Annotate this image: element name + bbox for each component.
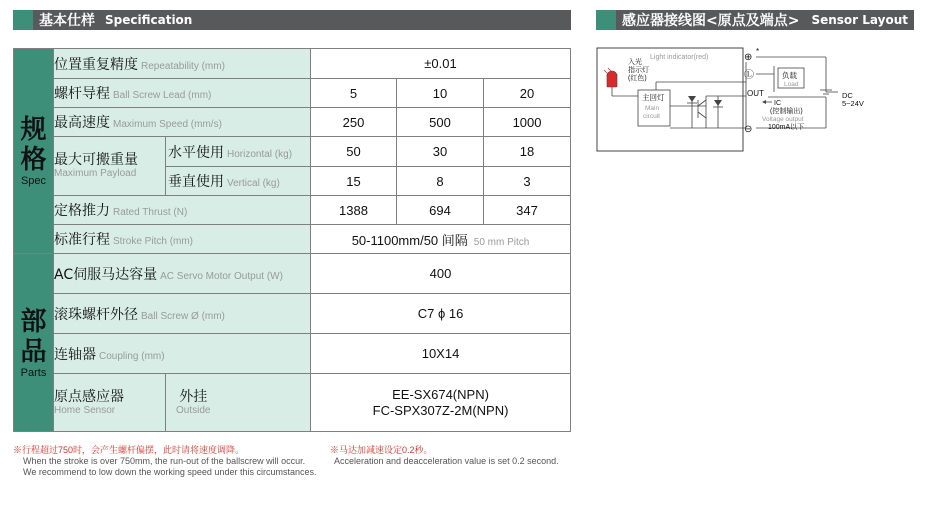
header-accent-bar bbox=[13, 10, 33, 30]
load-label-en: Load bbox=[784, 81, 799, 88]
label-en: Vertical (kg) bbox=[227, 178, 280, 189]
table-row bbox=[14, 137, 571, 167]
spec-category-zh: 规格 bbox=[20, 115, 47, 175]
label-en: Stroke Pitch (mm) bbox=[113, 236, 194, 247]
label-en: Rated Thrust (N) bbox=[113, 207, 188, 218]
dc-range-label: 5~24V bbox=[842, 99, 864, 108]
motor-label bbox=[54, 254, 311, 294]
stroke-note bbox=[13, 445, 316, 478]
payload-vertical-label bbox=[166, 167, 311, 196]
payload-vertical-value: 15 bbox=[311, 167, 397, 196]
label-en: Outside bbox=[176, 404, 211, 416]
table-row bbox=[14, 49, 571, 79]
plus-terminal-icon: ⊕ bbox=[744, 52, 753, 63]
speed-value: 1000 bbox=[484, 108, 571, 137]
label-zh: 位置重复精度 bbox=[54, 56, 138, 73]
label-en: Maximum Speed (mm/s) bbox=[113, 119, 222, 130]
accel-note-zh: ※马达加减速设定0.2秒。 bbox=[330, 445, 433, 455]
spec-header-zh: 基本仕样 bbox=[39, 13, 95, 29]
incident-label-zh-1: 入光 bbox=[628, 59, 642, 66]
label-en: AC Servo Motor Output (W) bbox=[160, 270, 283, 282]
table-row bbox=[14, 108, 571, 137]
stroke-label bbox=[54, 225, 311, 254]
home-sensor-model-2: FC-SPX307Z-2M(NPN) bbox=[372, 402, 509, 418]
main-circuit-en-2: circuit bbox=[643, 113, 660, 120]
home-sensor-model-1: EE-SX674(NPN) bbox=[392, 386, 489, 402]
stroke-note-en-2: We recommend to low down the working speed under this circumstances. bbox=[23, 467, 317, 477]
thrust-value: 1388 bbox=[311, 196, 397, 225]
label-en: Ball Screw Lead (mm) bbox=[113, 90, 212, 101]
stroke-value bbox=[311, 225, 571, 254]
incident-label-zh-2: 指示灯 bbox=[628, 67, 649, 74]
label-zh: 标准行程 bbox=[54, 232, 110, 248]
sensor-wiring-diagram bbox=[596, 44, 886, 156]
label-zh: 水平使用 bbox=[168, 144, 224, 161]
red-led-icon bbox=[604, 68, 617, 87]
header-accent-bar bbox=[596, 10, 616, 30]
label-zh: 最大可搬重量 bbox=[54, 152, 138, 168]
spec-category bbox=[14, 49, 54, 254]
stroke-note-en-1: When the stroke is over 750mm, the run-out of the ballscrew will occur. bbox=[23, 456, 306, 466]
lead-value: 5 bbox=[311, 79, 397, 108]
speed-label bbox=[54, 108, 311, 137]
motor-value: 400 bbox=[311, 254, 571, 294]
repeatability-value: ±0.01 bbox=[311, 49, 571, 79]
load-label-zh: 负载 bbox=[782, 71, 797, 80]
sensor-header bbox=[596, 10, 914, 30]
label-zh: 连轴器 bbox=[54, 346, 96, 363]
control-output-zh: (控制输出) bbox=[770, 108, 803, 115]
home-sensor-label bbox=[54, 374, 166, 432]
dc-label: DC bbox=[842, 91, 853, 100]
spec-table bbox=[13, 48, 571, 432]
ic-label: IC bbox=[774, 100, 781, 107]
screw-dia-value: C7 ϕ 16 bbox=[311, 294, 571, 334]
label-zh: 滚珠螺杆外径 bbox=[54, 306, 138, 323]
label-zh: 最高速度 bbox=[54, 115, 110, 131]
minus-terminal-icon: ⊖ bbox=[744, 124, 753, 135]
label-zh: 垂直使用 bbox=[168, 174, 224, 190]
lead-value: 10 bbox=[397, 79, 484, 108]
label-en: Repeatability (mm) bbox=[141, 60, 225, 72]
payload-vertical-value: 3 bbox=[484, 167, 571, 196]
parts-category bbox=[14, 254, 54, 432]
home-sensor-value bbox=[311, 374, 571, 432]
parts-category-en: Parts bbox=[20, 366, 47, 379]
arrow-icon bbox=[762, 100, 772, 104]
spec-header-en: Specification bbox=[105, 13, 193, 27]
payload-horizontal-value: 30 bbox=[397, 137, 484, 167]
voltage-output-en: Voltage output bbox=[762, 116, 804, 123]
spec-header bbox=[13, 10, 571, 30]
table-row bbox=[14, 79, 571, 108]
label-en: Ball Screw Ø (mm) bbox=[141, 310, 225, 322]
payload-label bbox=[54, 137, 166, 196]
current-limit-label: 100mA以下 bbox=[768, 124, 805, 131]
label-zh: 螺杆导程 bbox=[54, 86, 110, 102]
transistor-icon bbox=[698, 100, 706, 118]
incident-label-zh-3: (红色) bbox=[628, 75, 647, 82]
repeatability-label bbox=[54, 49, 311, 79]
sensor-header-zh: 感应器接线图<原点及端点> bbox=[622, 13, 800, 29]
spec-category-en: Spec bbox=[20, 175, 47, 187]
label-zh: 定格推力 bbox=[54, 203, 110, 219]
thrust-value: 347 bbox=[484, 196, 571, 225]
label-zh: 原点感应器 bbox=[54, 388, 124, 405]
label-zh: AC伺服马达容量 bbox=[54, 266, 158, 283]
payload-horizontal-value: 50 bbox=[311, 137, 397, 167]
lead-label bbox=[54, 79, 311, 108]
screw-dia-label bbox=[54, 294, 311, 334]
table-row bbox=[14, 196, 571, 225]
main-circuit-zh: 主回灯 bbox=[642, 93, 665, 102]
table-row bbox=[14, 374, 571, 432]
coupling-value: 10X14 bbox=[311, 334, 571, 374]
home-sensor-sublabel bbox=[166, 374, 311, 432]
payload-horizontal-label bbox=[166, 137, 311, 167]
speed-value: 250 bbox=[311, 108, 397, 137]
speed-value: 500 bbox=[397, 108, 484, 137]
label-en: Horizontal (kg) bbox=[227, 148, 293, 160]
coupling-label bbox=[54, 334, 311, 374]
label-en: Home Sensor bbox=[54, 404, 116, 416]
stroke-note-zh: ※行程超过750时，会产生螺杆偏摆，此时请将速度调降。 bbox=[13, 445, 245, 455]
light-indicator-label: Light indicator(red) bbox=[650, 54, 709, 61]
accel-note-en: Acceleration and deacceleration value is set 0.2 second. bbox=[334, 456, 559, 466]
stroke-value-text: 50-1100mm/50 间隔 bbox=[351, 232, 468, 248]
stroke-pitch-note: 50 mm Pitch bbox=[473, 236, 530, 248]
payload-horizontal-value: 18 bbox=[484, 137, 571, 167]
accel-note bbox=[330, 445, 559, 467]
payload-vertical-value: 8 bbox=[397, 167, 484, 196]
table-row bbox=[14, 225, 571, 254]
table-row bbox=[14, 254, 571, 294]
table-row bbox=[14, 334, 571, 374]
thrust-label bbox=[54, 196, 311, 225]
main-circuit-en-1: Main bbox=[645, 105, 660, 112]
l-terminal-icon: Ⓛ bbox=[744, 70, 754, 81]
star-mark: * bbox=[756, 47, 760, 56]
label-en: Maximum Payload bbox=[54, 168, 137, 179]
label-en: Coupling (mm) bbox=[99, 350, 165, 362]
table-row bbox=[14, 294, 571, 334]
lead-value: 20 bbox=[484, 79, 571, 108]
out-terminal-label: OUT bbox=[747, 89, 764, 98]
thrust-value: 694 bbox=[397, 196, 484, 225]
label-zh: 外挂 bbox=[179, 388, 208, 405]
sensor-header-en: Sensor Layout bbox=[811, 13, 908, 27]
parts-category-zh: 部品 bbox=[20, 306, 47, 367]
